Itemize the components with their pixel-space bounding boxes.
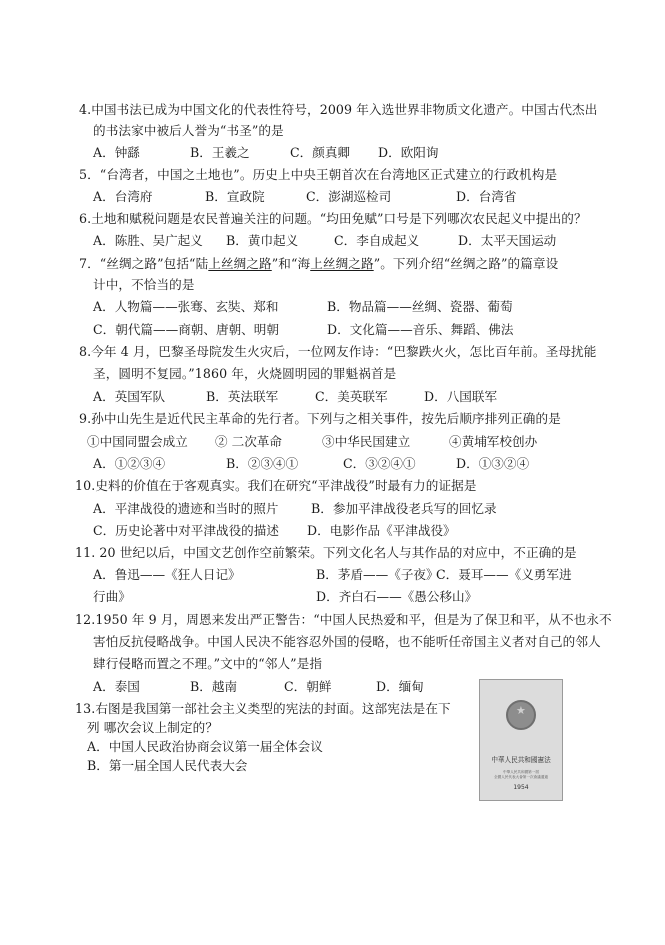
national-emblem-icon: ★ [506, 700, 536, 730]
q9-option-a: A．①②③④ [93, 456, 166, 471]
cover-title: 中華人民共和國憲法 [491, 756, 551, 764]
q5-option-a: A．台湾府 [93, 189, 153, 204]
q11-option-b: B．茅盾——《子夜》 [316, 567, 439, 582]
q9-stem-line1: 9.孙中山先生是近代民主革命的先行者。下列与之相关事件，按先后顺序排列正确的是 [79, 411, 561, 426]
q8-option-a: A．英国军队 [93, 389, 166, 404]
q12-option-b: B．越南 [190, 679, 238, 694]
q8-option-c: C．美英联军 [315, 389, 388, 404]
q5-option-c: C．澎湖巡检司 [306, 189, 392, 204]
q11-option-d: D．齐白石——《愚公移山》 [316, 589, 478, 604]
q8-option-d: D．八国联军 [424, 389, 498, 404]
q10-stem-line1: 10.史料的价值在于客观真实。我们在研究“平津战役”时最有力的证据是 [75, 478, 477, 493]
q9-option-b: B．②③④① [226, 456, 299, 471]
q7-option-a: A．人物篇——张骞、玄奘、郑和 [93, 299, 279, 314]
q6-option-b: B．黄巾起义 [226, 233, 299, 248]
q4-stem-line1: 4.中国书法已成为中国文化的代表性符号，2009 年入选世界非物质文化遗产。中国古代杰出 [79, 102, 598, 117]
cover-year: 1954 [513, 784, 529, 791]
q13-option-b: B．第一届全国人民代表大会 [87, 758, 248, 773]
q10-option-c: C．历史论著中对平津战役的描述 [93, 523, 279, 538]
q9-event-1: ①中国同盟会成立 [87, 434, 188, 449]
q12-stem-line1: 12.1950 年 9 月，周恩来发出严正警告：“中国人民热爱和平，但是为了保卫和平，从不也永不 [75, 612, 612, 627]
q9-option-c: C．③②④① [343, 456, 416, 471]
q5-option-b: B．宣政院 [205, 189, 265, 204]
q5-option-d: D．台湾省 [456, 189, 517, 204]
q11-option-c: C．聂耳——《义勇军进 [436, 567, 572, 582]
q10-option-d: D．电影作品《平津战役》 [307, 523, 456, 538]
q11-option-c-continued: 行曲》 [93, 589, 131, 604]
q9-event-4: ④黄埔军校创办 [449, 434, 538, 449]
q4-option-b: B．王羲之 [190, 145, 250, 160]
q5-stem-line1: 5．“台湾者，中国之土地也”。历史上中央王朝首次在台湾地区正式建立的行政机构是 [79, 167, 558, 182]
q4-option-c: C．颜真卿 [290, 145, 351, 160]
q13-stem-line1: 13.右图是我国第一部社会主义类型的宪法的封面。这部宪法是在下 [75, 701, 451, 716]
q8-option-b: B．英法联军 [206, 389, 279, 404]
q6-option-d: D．太平天国运动 [458, 233, 557, 248]
q9-event-2: ② 二次革命 [215, 434, 282, 449]
q10-option-b: B．参加平津战役老兵写的回忆录 [311, 501, 497, 516]
q7-option-b: B．物品篇——丝绸、瓷器、葡萄 [327, 299, 513, 314]
q7-option-c: C．朝代篇——商朝、唐朝、明朝 [93, 322, 279, 337]
q9-event-3: ③中华民国建立 [322, 434, 411, 449]
q6-stem-line1: 6.土地和赋税问题是农民普遍关注的问题。“均田免赋”口号是下列哪次农民起义中提出的？ [79, 211, 587, 226]
q7-option-d: D．文化篇——音乐、舞蹈、佛法 [327, 322, 514, 337]
q8-stem-line1: 8.今年 4 月，巴黎圣母院发生火灾后，一位网友作诗：“巴黎跌火火，怎比百年前。圣母扰能 [79, 344, 597, 359]
q4-option-a: A．钟繇 [93, 145, 140, 160]
q6-option-c: C．李自成起义 [334, 233, 420, 248]
cover-subtitle: 中華人民共和國第一屆 全國人民代表大會第一次會議通過 [494, 770, 548, 779]
q12-stem-line2: 害怕反抗侵略战争。中国人民决不能容忍外国的侵略，也不能听任帝国主义者对自己的邻人 [93, 634, 601, 649]
q4-option-d: D．欧阳询 [378, 145, 439, 160]
constitution-cover-image [479, 679, 563, 801]
q12-option-d: D．缅甸 [376, 679, 424, 694]
q9-option-d: D．①③②④ [456, 456, 530, 471]
q12-option-c: C．朝鲜 [284, 679, 332, 694]
q6-option-a: A．陈胜、吴广起义 [93, 233, 203, 248]
q13-stem-line2: 列 哪次会议上制定的？ [87, 720, 219, 735]
q12-stem-line3: 肆行侵略而置之不理。”文中的“邻人”是指 [93, 656, 323, 671]
q10-option-a: A．平津战役的遗迹和当时的照片 [93, 501, 279, 516]
q11-stem-line1: 11. 20 世纪以后，中国文艺创作空前繁荣。下列文化名人与其作品的对应中，不正确的是 [75, 545, 577, 560]
q8-stem-line2: 圣，圆明不复园。”1860 年，火烧圆明园的罪魁祸首是 [93, 366, 397, 381]
q7-stem-line2: 计中，不恰当的是 [93, 277, 195, 292]
q4-stem-line2: 的书法家中被后人誉为“书圣”的是 [93, 123, 284, 138]
q11-option-a: A．鲁迅——《狂人日记》 [93, 567, 241, 582]
q7-stem-line1: 7．“丝绸之路”包括“陆上丝绸之路”和“海上丝绸之路”。下列介绍“丝绸之路”的篇章设 [79, 256, 559, 271]
q12-option-a: A．泰国 [93, 679, 140, 694]
q13-option-a: A．中国人民政治协商会议第一届全体会议 [87, 739, 323, 754]
